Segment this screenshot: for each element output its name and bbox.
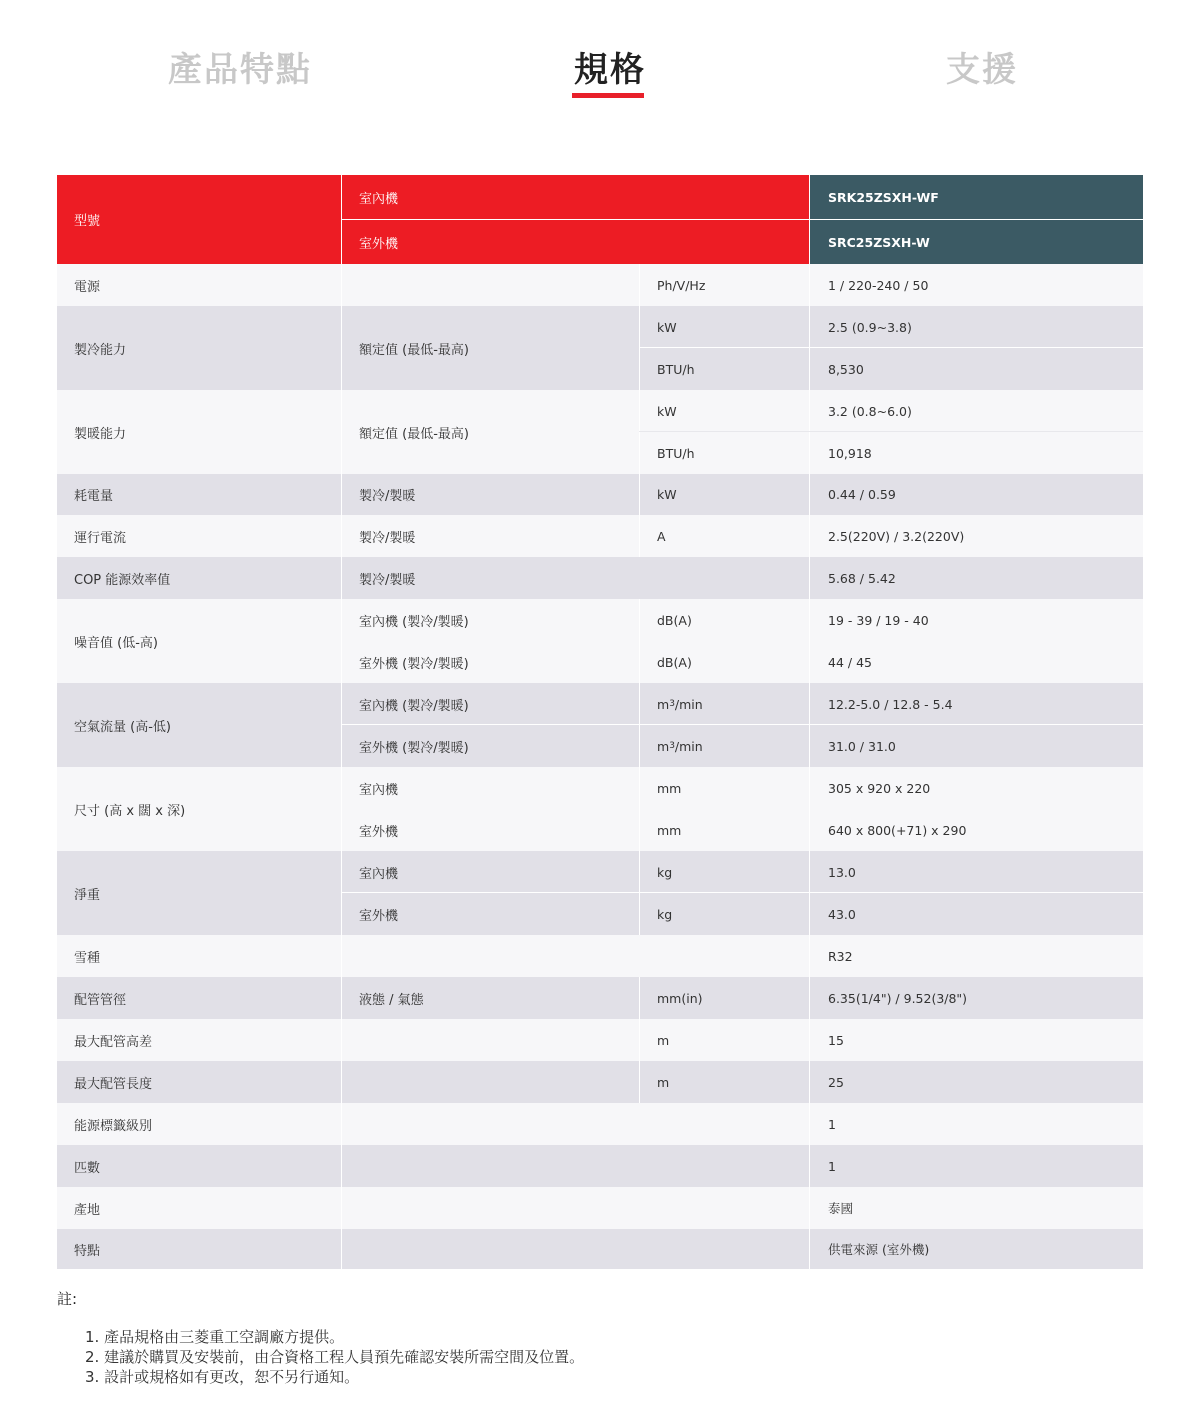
row-condition: 額定值 (最低-最高) <box>341 390 639 474</box>
row-value: 0.44 / 0.59 <box>809 474 1143 515</box>
row-value: 10,918 <box>809 432 1143 474</box>
outdoor-model: SRC25ZSXH-W <box>809 220 1143 264</box>
table-row <box>57 1145 1143 1187</box>
row-value: 31.0 / 31.0 <box>809 725 1143 767</box>
table-row <box>57 599 1143 683</box>
row-value: 19 - 39 / 19 - 40 <box>809 599 1143 641</box>
indoor-model: SRK25ZSXH-WF <box>809 175 1143 219</box>
table-row <box>57 1229 1143 1269</box>
table-row <box>57 264 1143 306</box>
table-row <box>57 767 1143 851</box>
row-unit: Ph/V/Hz <box>639 264 809 306</box>
header-divider <box>341 219 1143 220</box>
row-label: 製冷能力 <box>74 342 127 358</box>
row-unit: m 3 /min <box>639 683 809 725</box>
row-unit: dB(A) <box>639 641 809 683</box>
table-row <box>57 1103 1143 1145</box>
row-unit: dB(A) <box>639 599 809 641</box>
row-label: 能源標籤級別 <box>74 1118 153 1134</box>
row-value: 泰國 <box>809 1187 1143 1229</box>
row-unit: mm <box>639 767 809 809</box>
row-unit: kW <box>639 474 809 515</box>
row-unit: BTU/h <box>639 348 809 390</box>
row-label: COP 能源效率值 <box>74 572 171 588</box>
row-label: 配管管徑 <box>74 992 127 1008</box>
table-row <box>57 851 1143 935</box>
table-row <box>57 1187 1143 1229</box>
note-item: 2. 建議於購買及安裝前，由合資格工程人員預先確認安裝所需空間及位置。 <box>85 1348 585 1366</box>
row-label: 特點 <box>74 1243 101 1259</box>
row-condition: 室外機 (製冷/製暖) <box>341 725 639 767</box>
row-unit: BTU/h <box>639 432 809 474</box>
row-value: 43.0 <box>809 893 1143 935</box>
table-row <box>57 390 1143 474</box>
row-value: 1 <box>809 1145 1143 1187</box>
row-value: 6.35(1/4") / 9.52(3/8") <box>809 977 1143 1019</box>
tab-support[interactable]: 支援 <box>946 50 1018 90</box>
row-value: 640 x 800(+71) x 290 <box>809 809 1143 851</box>
table-row <box>57 515 1143 557</box>
row-label: 尺寸 (高 x 闊 x 深) <box>74 803 186 819</box>
row-label: 耗電量 <box>74 489 114 504</box>
table-row <box>57 935 1143 977</box>
notes-list <box>57 1327 957 1387</box>
table-row <box>57 977 1143 1019</box>
row-unit: m <box>639 1061 809 1103</box>
spec-table <box>57 175 1143 1269</box>
table-row <box>57 1061 1143 1103</box>
note-item: 1. 產品規格由三菱重工空調廠方提供。 <box>85 1328 345 1346</box>
table-row <box>57 557 1143 599</box>
row-condition: 室外機 <box>341 893 639 935</box>
row-label: 匹數 <box>74 1160 101 1176</box>
row-value: 2.5(220V) / 3.2(220V) <box>809 515 1143 557</box>
row-value: 供電來源 (室外機) <box>809 1229 1143 1269</box>
row-label: 運行電流 <box>74 530 127 546</box>
row-unit: kW <box>639 390 809 432</box>
row-value: 13.0 <box>809 851 1143 893</box>
row-label: 淨重 <box>74 887 101 903</box>
active-tab-indicator <box>572 93 644 98</box>
outdoor-label: 室外機 <box>341 220 809 264</box>
row-condition: 製冷/製暖 <box>341 515 639 557</box>
row-unit: mm(in) <box>639 977 809 1019</box>
row-label: 最大配管高差 <box>74 1034 153 1050</box>
notes-section <box>57 1288 957 1387</box>
row-unit: mm <box>639 809 809 851</box>
row-unit: m 3 /min <box>639 725 809 767</box>
row-value: 15 <box>809 1019 1143 1061</box>
row-value: 25 <box>809 1061 1143 1103</box>
row-label: 製暖能力 <box>74 426 127 442</box>
row-condition: 室外機 (製冷/製暖) <box>341 641 639 683</box>
tab-features[interactable]: 產品特點 <box>168 50 312 90</box>
table-header <box>57 175 1143 264</box>
row-value: 1 <box>809 1103 1143 1145</box>
table-row <box>57 306 1143 390</box>
row-unit: m <box>639 1019 809 1061</box>
row-condition: 液態 / 氣態 <box>341 977 639 1019</box>
row-condition: 室外機 <box>341 809 639 851</box>
table-row <box>57 474 1143 515</box>
row-value: 1 / 220-240 / 50 <box>809 264 1143 306</box>
row-label: 噪音值 (低-高) <box>74 635 158 651</box>
row-condition: 室內機 (製冷/製暖) <box>341 683 639 725</box>
row-condition: 額定值 (最低-最高) <box>341 306 639 390</box>
row-unit: kW <box>639 306 809 348</box>
row-label: 空氣流量 (高-低) <box>74 719 171 735</box>
row-value: 2.5 (0.9~3.8) <box>809 306 1143 348</box>
row-value: 5.68 / 5.42 <box>809 557 1143 599</box>
row-condition: 室內機 (製冷/製暖) <box>341 599 639 641</box>
note-item: 3. 設計或規格如有更改，恕不另行通知。 <box>85 1368 360 1386</box>
row-value: 3.2 (0.8~6.0) <box>809 390 1143 432</box>
row-unit: A <box>639 515 809 557</box>
row-value: 44 / 45 <box>809 641 1143 683</box>
notes-title: 註: <box>57 1290 78 1308</box>
row-condition: 製冷/製暖 <box>341 474 639 515</box>
row-value: 305 x 920 x 220 <box>809 767 1143 809</box>
row-label: 產地 <box>74 1202 101 1218</box>
row-condition: 室內機 <box>341 767 639 809</box>
row-condition: 製冷/製暖 <box>341 557 809 599</box>
model-label: 型號 <box>57 175 341 264</box>
row-unit: kg <box>639 893 809 935</box>
row-value: R32 <box>809 935 1143 977</box>
row-condition: 室內機 <box>341 851 639 893</box>
indoor-label: 室內機 <box>341 175 809 219</box>
table-row <box>57 683 1143 767</box>
row-unit: kg <box>639 851 809 893</box>
table-row <box>57 1019 1143 1061</box>
row-label: 最大配管長度 <box>74 1076 153 1092</box>
tab-bar <box>0 0 1189 100</box>
row-value: 12.2-5.0 / 12.8 - 5.4 <box>809 683 1143 725</box>
row-label: 電源 <box>74 279 101 295</box>
tab-specs[interactable]: 規格 <box>574 50 646 90</box>
row-value: 8,530 <box>809 348 1143 390</box>
row-label: 雪種 <box>74 950 101 966</box>
